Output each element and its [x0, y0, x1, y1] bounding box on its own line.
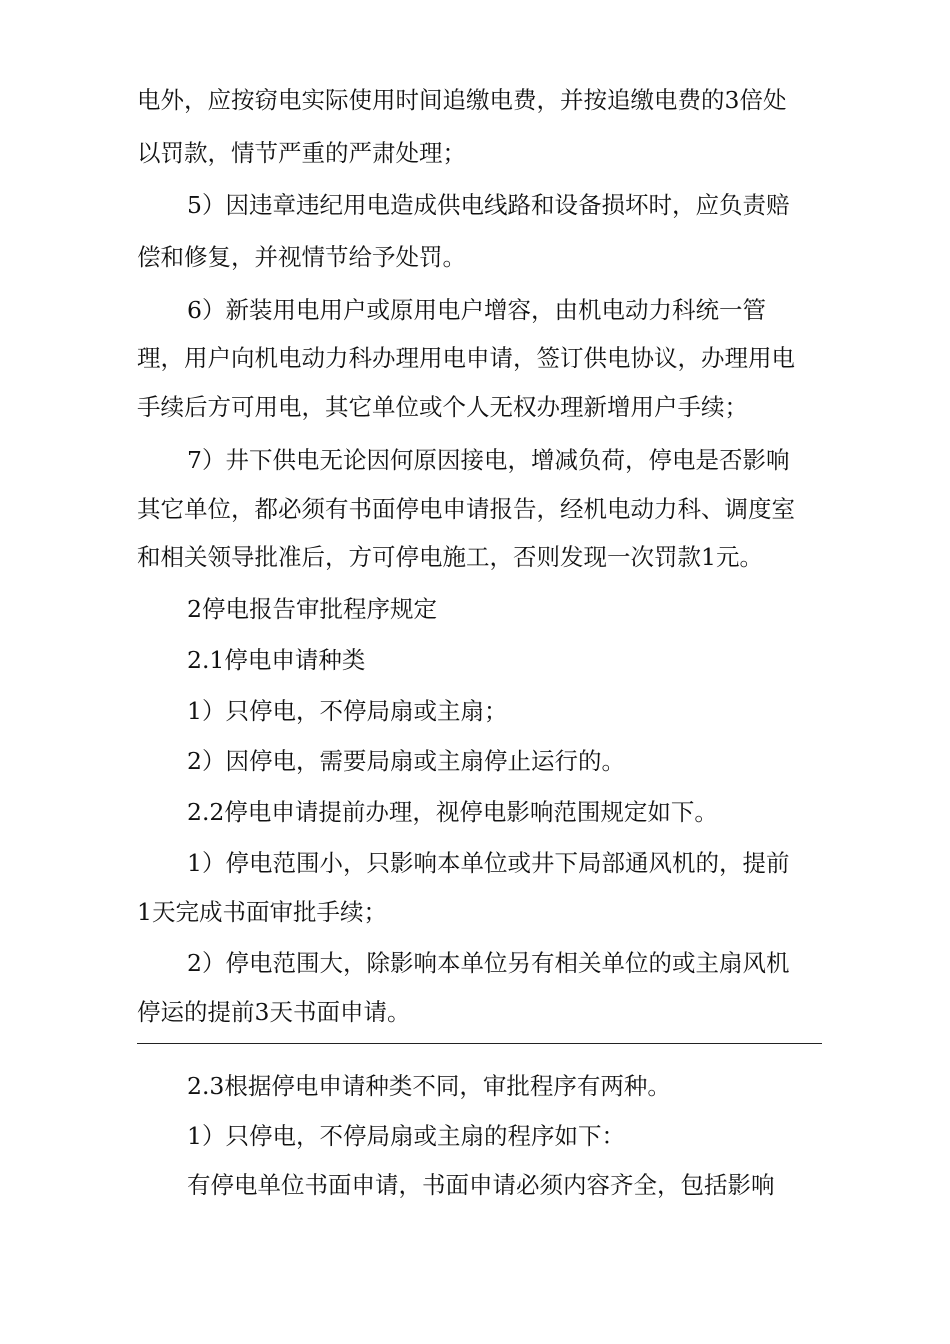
- section-heading: 2停电报告审批程序规定: [187, 595, 437, 623]
- text-line: 6）新装用电用户或原用电户增容，由机电动力科统一管: [187, 296, 766, 324]
- text-line: 电外，应按窃电实际使用时间追缴电费，并按追缴电费的3倍处: [137, 86, 787, 114]
- subsection-heading: 2.1停电申请种类: [187, 646, 366, 674]
- list-item: 1）停电范围小，只影响本单位或井下局部通风机的，提前: [187, 849, 790, 877]
- text-line: 以罚款，情节严重的严肃处理；: [137, 139, 466, 167]
- text-line: 和相关领导批准后，方可停电施工，否则发现一次罚款1元。: [137, 543, 763, 571]
- text-line: 1天完成书面审批手续；: [137, 898, 387, 926]
- text-line: 理，用户向机电动力科办理用电申请，签订供电协议，办理用电: [137, 344, 795, 372]
- text-line: 7）井下供电无论因何原因接电，增减负荷，停电是否影响: [187, 446, 790, 474]
- list-item: 2）因停电，需要局扇或主扇停止运行的。: [187, 747, 625, 775]
- horizontal-divider: [137, 1043, 822, 1044]
- subsection-heading: 2.2停电申请提前办理，视停电影响范围规定如下。: [187, 798, 718, 826]
- text-line: 其它单位，都必须有书面停电申请报告，经机电动力科、调度室: [137, 495, 795, 523]
- list-item: 1）只停电，不停局扇或主扇；: [187, 697, 508, 725]
- subsection-heading: 2.3根据停电申请种类不同，审批程序有两种。: [187, 1072, 671, 1100]
- text-line: 手续后方可用电，其它单位或个人无权办理新增用户手续；: [137, 393, 748, 421]
- text-line: 偿和修复，并视情节给予处罚。: [137, 243, 466, 271]
- text-line: 停运的提前3天书面申请。: [137, 998, 411, 1026]
- list-item: 1）只停电，不停局扇或主扇的程序如下：: [187, 1122, 625, 1150]
- text-line: 有停电单位书面申请，书面申请必须内容齐全，包括影响: [187, 1171, 775, 1199]
- list-item: 2）停电范围大，除影响本单位另有相关单位的或主扇风机: [187, 949, 790, 977]
- text-line: 5）因违章违纪用电造成供电线路和设备损坏时，应负责赔: [187, 191, 790, 219]
